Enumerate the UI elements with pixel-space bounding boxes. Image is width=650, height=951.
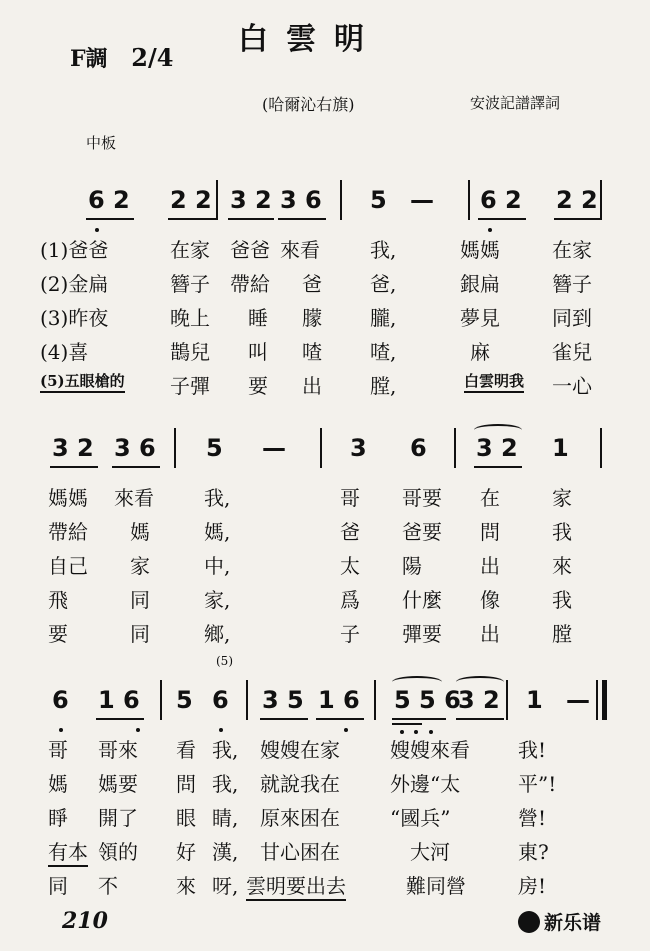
note-group: 6 bbox=[410, 434, 427, 462]
lyric: 彈要 bbox=[402, 622, 442, 646]
lyric: 媽媽 bbox=[48, 486, 88, 510]
lower-octave-dot bbox=[219, 728, 223, 732]
lyric: 像 bbox=[480, 588, 500, 612]
site-logo bbox=[518, 908, 601, 935]
note-group: 2 2 bbox=[556, 186, 598, 214]
note-group: 2 2 bbox=[170, 186, 212, 214]
lyric: 爸要 bbox=[402, 520, 442, 544]
lyric: 朧, bbox=[370, 306, 397, 330]
lyric: 同 bbox=[130, 588, 150, 612]
lower-octave-dot bbox=[344, 728, 348, 732]
note-group: 3 5 bbox=[262, 686, 304, 714]
barline bbox=[374, 680, 376, 720]
lyric: 同到 bbox=[552, 306, 592, 330]
lyric: (2)金扁 bbox=[40, 272, 109, 296]
lower-octave-dot bbox=[488, 228, 492, 232]
tempo-marking: 中板 bbox=[86, 134, 117, 152]
lyric: 來看 bbox=[280, 238, 320, 262]
lyric: 哥要 bbox=[402, 486, 442, 510]
beam bbox=[50, 466, 98, 468]
lyric: 朦 bbox=[302, 306, 322, 330]
lyric: 在家 bbox=[552, 238, 592, 262]
final-barline bbox=[602, 680, 607, 720]
lyric: 看 bbox=[176, 738, 196, 762]
lyric: 麻 bbox=[470, 340, 490, 364]
lyric: 來 bbox=[176, 874, 196, 898]
barline bbox=[340, 180, 342, 220]
lyric: 嫂嫂在家 bbox=[260, 738, 340, 762]
lyric: 子彈 bbox=[170, 374, 210, 398]
lyric: 漢, bbox=[212, 840, 239, 864]
lyric: 有本 bbox=[48, 836, 88, 867]
barline bbox=[160, 680, 162, 720]
lower-octave-dot bbox=[59, 728, 63, 732]
lyric: 外邊“太 bbox=[390, 772, 461, 796]
barline bbox=[454, 428, 456, 468]
lyric: 就說我在 bbox=[260, 772, 340, 796]
lyric: 出 bbox=[302, 374, 322, 398]
lyric: 家, bbox=[204, 588, 231, 612]
note-group: 1 bbox=[552, 434, 569, 462]
lyric: 在 bbox=[480, 486, 500, 510]
lyric: 爸, bbox=[370, 272, 397, 296]
notation-row bbox=[40, 680, 610, 728]
lyric: 雀兒 bbox=[552, 340, 592, 364]
lyric: (4)喜 bbox=[40, 340, 89, 364]
lyric: 難同營 bbox=[406, 874, 466, 898]
note-group: — bbox=[262, 434, 286, 462]
beam bbox=[456, 718, 504, 720]
lyric: 家 bbox=[552, 486, 572, 510]
beam bbox=[86, 218, 134, 220]
note-group: 3 6 bbox=[114, 434, 156, 462]
lyric: 我 bbox=[552, 520, 572, 544]
lyric: 我, bbox=[212, 772, 239, 796]
note-group: 1 6 bbox=[98, 686, 140, 714]
lyric: “國兵” bbox=[390, 806, 451, 830]
lyric: 呀, bbox=[212, 874, 239, 898]
page-number: 210 bbox=[62, 908, 108, 934]
lyric: 哥來 bbox=[98, 738, 138, 762]
lyric: 我, bbox=[212, 738, 239, 762]
logo-text: 新乐谱 bbox=[544, 912, 602, 934]
lyric: (1)爸爸 bbox=[40, 238, 109, 262]
lyric: 雲明要出去 bbox=[246, 870, 346, 901]
lyric: 媽媽 bbox=[460, 238, 500, 262]
lyric: 營! bbox=[518, 806, 547, 830]
lyric: 東? bbox=[518, 840, 549, 864]
beam bbox=[96, 718, 144, 720]
lyric: 同 bbox=[48, 874, 68, 898]
lyric: 不 bbox=[98, 874, 118, 898]
lyric: 問 bbox=[480, 520, 500, 544]
beam bbox=[260, 718, 308, 720]
key-signature bbox=[70, 42, 173, 73]
lyric: 媽, bbox=[204, 520, 231, 544]
note-group: 3 2 bbox=[458, 686, 500, 714]
note-group: 1 6 bbox=[318, 686, 360, 714]
lyric: 陽 bbox=[402, 554, 422, 578]
lyric: 叫 bbox=[248, 340, 268, 364]
beam bbox=[168, 218, 216, 220]
lyric: 睜 bbox=[48, 806, 68, 830]
lower-octave-dot bbox=[136, 728, 140, 732]
note-group: 5 5 6 bbox=[394, 686, 461, 714]
lyric: 家 bbox=[130, 554, 150, 578]
lyric: 爸 bbox=[302, 272, 322, 296]
beam bbox=[112, 466, 160, 468]
note-group: 6 2 bbox=[480, 186, 522, 214]
note-group: 3 6 bbox=[280, 186, 322, 214]
beam bbox=[478, 218, 526, 220]
notation-row bbox=[40, 180, 610, 228]
note-group: 5 bbox=[370, 186, 387, 214]
beam bbox=[316, 718, 364, 720]
note-group: 3 2 bbox=[230, 186, 272, 214]
barline bbox=[468, 180, 470, 220]
lyric: 媽 bbox=[130, 520, 150, 544]
lyric: 來 bbox=[552, 554, 572, 578]
lyric: 膛, bbox=[370, 374, 397, 398]
lower-octave-dot bbox=[95, 228, 99, 232]
time-signature: 2/4 bbox=[131, 43, 174, 72]
song-title: 白雲明 bbox=[238, 22, 382, 57]
beam bbox=[392, 723, 422, 725]
lyric: 同 bbox=[130, 622, 150, 646]
lyric: 喳, bbox=[370, 340, 397, 364]
key-label: F調 bbox=[70, 46, 108, 72]
lyric: 白雲明我 bbox=[464, 370, 524, 393]
lyric: 簪子 bbox=[170, 272, 210, 296]
repeat-marker: (5) bbox=[216, 654, 233, 668]
lyric: (3)昨夜 bbox=[40, 306, 109, 330]
lyric: 哥 bbox=[48, 738, 68, 762]
note-group: — bbox=[566, 686, 590, 714]
note-group: 6 bbox=[212, 686, 229, 714]
lyric: 睡 bbox=[248, 306, 268, 330]
lyric: 出 bbox=[480, 554, 500, 578]
note-group: — bbox=[410, 186, 434, 214]
note-group: 1 bbox=[526, 686, 543, 714]
lyric: 媽 bbox=[48, 772, 68, 796]
lyric: 我! bbox=[518, 738, 547, 762]
note-group: 3 2 bbox=[476, 434, 518, 462]
lyric: 出 bbox=[480, 622, 500, 646]
lyric: 我, bbox=[204, 486, 231, 510]
barline bbox=[596, 680, 598, 720]
lyric: 媽要 bbox=[98, 772, 138, 796]
lyric: 晚上 bbox=[170, 306, 210, 330]
lyric: 子 bbox=[340, 622, 360, 646]
note-group: 3 bbox=[350, 434, 367, 462]
lyric: 要 bbox=[48, 622, 68, 646]
barline bbox=[600, 180, 602, 220]
barline bbox=[506, 680, 508, 720]
beam bbox=[278, 218, 326, 220]
lyric: 帶給 bbox=[48, 520, 88, 544]
disc-icon bbox=[518, 911, 540, 933]
note-group: 5 bbox=[176, 686, 193, 714]
lyric: 簪子 bbox=[552, 272, 592, 296]
beam bbox=[392, 718, 446, 720]
barline bbox=[320, 428, 322, 468]
slur bbox=[456, 676, 504, 688]
beam bbox=[554, 218, 602, 220]
slur bbox=[392, 676, 442, 688]
lyric: 喳 bbox=[302, 340, 322, 364]
barline bbox=[174, 428, 176, 468]
lyric: 自己 bbox=[48, 554, 88, 578]
lyric: 來看 bbox=[114, 486, 154, 510]
lyric: 我 bbox=[552, 588, 572, 612]
barline bbox=[600, 428, 602, 468]
lyric: 睛, bbox=[212, 806, 239, 830]
notation-row bbox=[40, 428, 610, 476]
lyric: 領的 bbox=[98, 840, 138, 864]
lyric: 問 bbox=[176, 772, 196, 796]
beam bbox=[474, 466, 522, 468]
lyric: 房! bbox=[518, 874, 547, 898]
lyric: 飛 bbox=[48, 588, 68, 612]
song-credit: 安波記譜譯詞 bbox=[470, 94, 561, 112]
beam bbox=[228, 218, 274, 220]
lyric: 帶給 bbox=[230, 272, 270, 296]
lyric: 開了 bbox=[98, 806, 138, 830]
lyric: 爲 bbox=[340, 588, 360, 612]
lyric: 膛 bbox=[552, 622, 572, 646]
lyric: 鵲兒 bbox=[170, 340, 210, 364]
slur bbox=[474, 424, 522, 436]
lyric: 銀扁 bbox=[460, 272, 500, 296]
lyric: 在家 bbox=[170, 238, 210, 262]
note-group: 3 2 bbox=[52, 434, 94, 462]
lyric: 太 bbox=[340, 554, 360, 578]
lyric: 原來困在 bbox=[260, 806, 340, 830]
lyric: 爸爸 bbox=[230, 238, 270, 262]
barline bbox=[246, 680, 248, 720]
note-group: 6 bbox=[52, 686, 69, 714]
lyric: 夢見 bbox=[460, 306, 500, 330]
lyric: (5)五眼槍的 bbox=[40, 370, 125, 393]
lyric: 中, bbox=[204, 554, 231, 578]
lyric: 好 bbox=[176, 840, 196, 864]
lyric: 一心 bbox=[552, 374, 592, 398]
song-source: (哈爾沁右旗) bbox=[262, 95, 355, 114]
barline bbox=[216, 180, 218, 220]
lyric: 大河 bbox=[410, 840, 450, 864]
lyric: 眼 bbox=[176, 806, 196, 830]
note-group: 5 bbox=[206, 434, 223, 462]
lyric: 爸 bbox=[340, 520, 360, 544]
lyric: 哥 bbox=[340, 486, 360, 510]
lyric: 鄉, bbox=[204, 622, 231, 646]
lyric: 我, bbox=[370, 238, 397, 262]
lyric: 嫂嫂來看 bbox=[390, 738, 470, 762]
lyric: 要 bbox=[248, 374, 268, 398]
lyric: 平”! bbox=[518, 772, 557, 796]
lyric: 什麼 bbox=[402, 588, 442, 612]
lyric: 甘心困在 bbox=[260, 840, 340, 864]
note-group: 6 2 bbox=[88, 186, 130, 214]
